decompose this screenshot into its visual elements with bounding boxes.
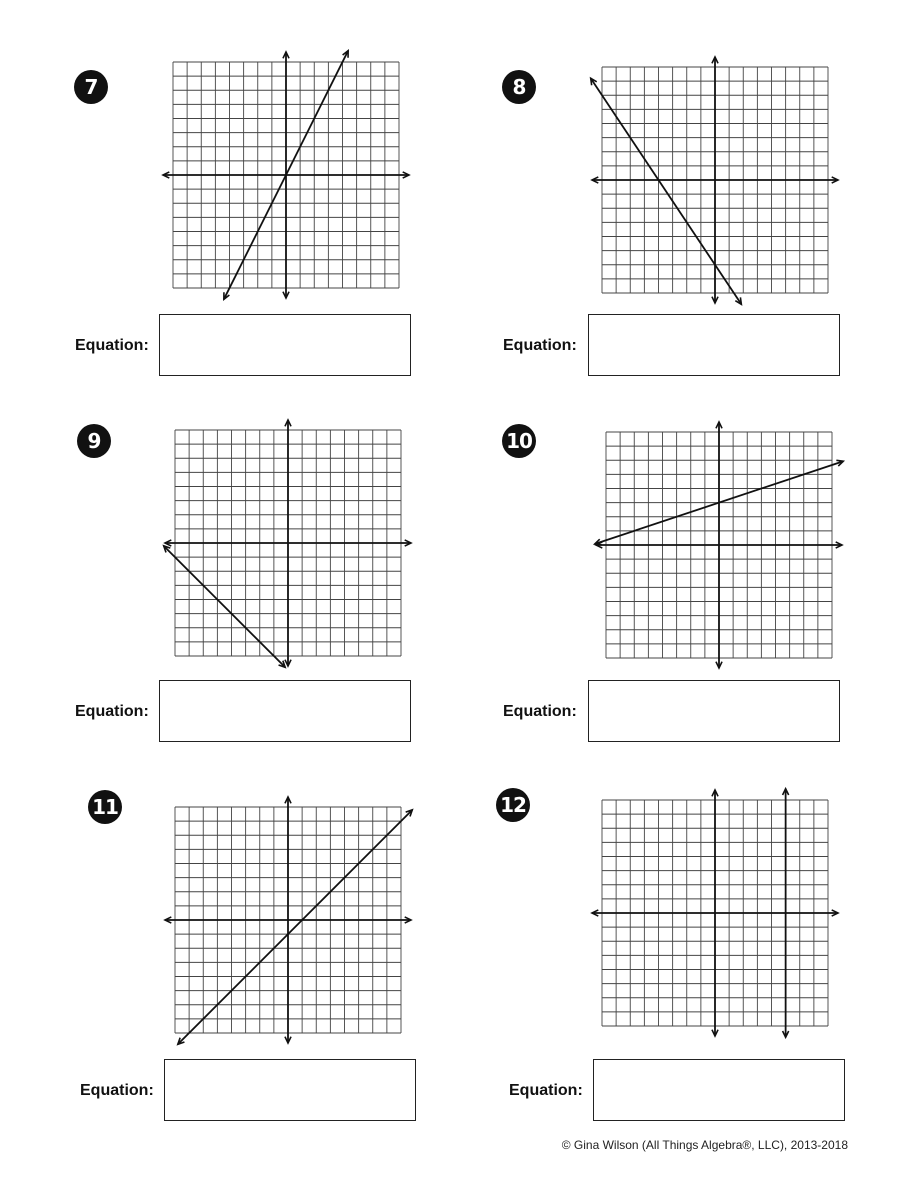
coordinate-graph: [163, 795, 413, 1045]
coordinate-graph: [590, 55, 840, 305]
graphed-line: [164, 546, 285, 667]
coordinate-graph: [594, 420, 844, 670]
equation-label: Equation:: [503, 337, 577, 354]
equation-label: Equation:: [75, 703, 149, 720]
equation-input-box[interactable]: [164, 1059, 416, 1121]
equation-input-box[interactable]: [588, 314, 840, 376]
graphed-line: [178, 810, 412, 1044]
equation-input-box[interactable]: [593, 1059, 845, 1121]
coordinate-graph: [590, 788, 840, 1038]
graphed-line: [591, 78, 742, 304]
equation-label: Equation:: [80, 1082, 154, 1099]
problem-number-badge: 12: [496, 788, 530, 822]
equation-label: Equation:: [503, 703, 577, 720]
equation-input-box[interactable]: [588, 680, 840, 742]
equation-label: Equation:: [509, 1082, 583, 1099]
problem-number-badge: 10: [502, 424, 536, 458]
coordinate-graph: [163, 418, 413, 668]
problem-number-badge: 8: [502, 70, 536, 104]
equation-input-box[interactable]: [159, 314, 411, 376]
problem-number-badge: 9: [77, 424, 111, 458]
problem-number-badge: 7: [74, 70, 108, 104]
equation-label: Equation:: [75, 337, 149, 354]
equation-input-box[interactable]: [159, 680, 411, 742]
coordinate-graph: [161, 50, 411, 300]
problem-number-badge: 11: [88, 790, 122, 824]
copyright-footer: © Gina Wilson (All Things Algebra®, LLC), 2013-2018: [561, 1138, 848, 1152]
